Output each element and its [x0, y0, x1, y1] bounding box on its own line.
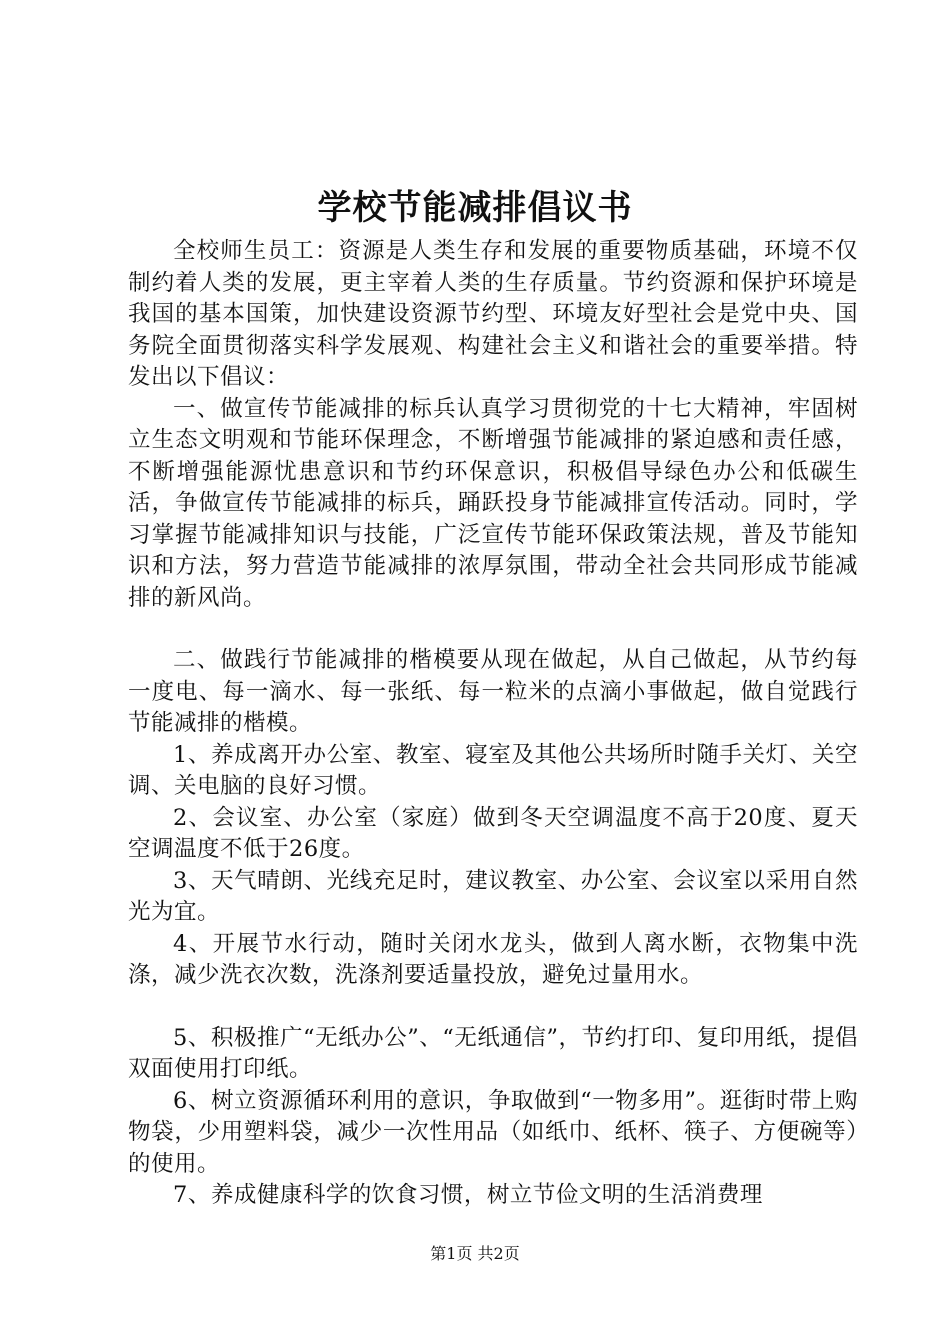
- paragraph-item-7: 7、养成健康科学的饮食习惯，树立节俭文明的生活消费理: [173, 1182, 763, 1208]
- document-body: [128, 236, 858, 1212]
- paragraph-intro: 全校师生员工：资源是人类生存和发展的重要物质基础，环境不仅制约着人类的发展，更主宰着人类的生存质量。节约资源和保护环境是我国的基本国策，加快建设资源节约型、环境友好型社会是党中央、国务院全面贯彻落实科学发展观、构建社会主义和谐社会的重要举措。特发出以下倡议：: [128, 238, 858, 390]
- paragraph-item-6: 6、树立资源循环利用的意识，争取做到“一物多用”。逛街时带上购物袋，少用塑料袋，减少一次性用品（如纸巾、纸杯、筷子、方便碗等）的使用。: [128, 1087, 858, 1177]
- document-title: 学校节能减排倡议书: [317, 188, 633, 228]
- paragraph-section-2: 二、做践行节能减排的楷模要从现在做起，从自己做起，从节约每一度电、每一滴水、每一张纸、每一粒米的点滴小事做起，做自觉践行节能减排的楷模。: [128, 647, 858, 736]
- page-footer: 第1页 共2页: [430, 1244, 520, 1263]
- paragraph-item-3: 3、天气晴朗、光线充足时，建议教室、办公室、会议室以采用自然光为宜。: [128, 867, 858, 925]
- paragraph-section-1: 一、做宣传节能减排的标兵认真学习贯彻党的十七大精神，牢固树立生态文明观和节能环保理念，不断增强节能减排的紧迫感和责任感，不断增强能源忧患意识和节约环保意识，积极倡导绿色办公和低碳生活，争做宣传节能减排的标兵，踊跃投身节能减排宣传活动。同时，学习掌握节能减排知识与技能，广泛宣传节能环保政策法规，普及节能知识和方法，努力营造节能减排的浓厚氛围，带动全社会共同形成节能减排的新风尚。: [128, 395, 858, 611]
- paragraph-item-2: 2、会议室、办公室（家庭）做到冬天空调温度不高于20度、夏天空调温度不低于26度。: [128, 804, 858, 862]
- paragraph-item-1: 1、养成离开办公室、教室、寝室及其他公共场所时随手关灯、关空调、关电脑的良好习惯。: [128, 741, 858, 799]
- paragraph-item-4: 4、开展节水行动，随时关闭水龙头，做到人离水断，衣物集中洗涤，减少洗衣次数，洗涤剂要适量投放，避免过量用水。: [128, 930, 858, 988]
- paragraph-item-5: 5、积极推广“无纸办公”、“无纸通信”，节约打印、复印用纸，提倡双面使用打印纸。: [128, 1024, 858, 1082]
